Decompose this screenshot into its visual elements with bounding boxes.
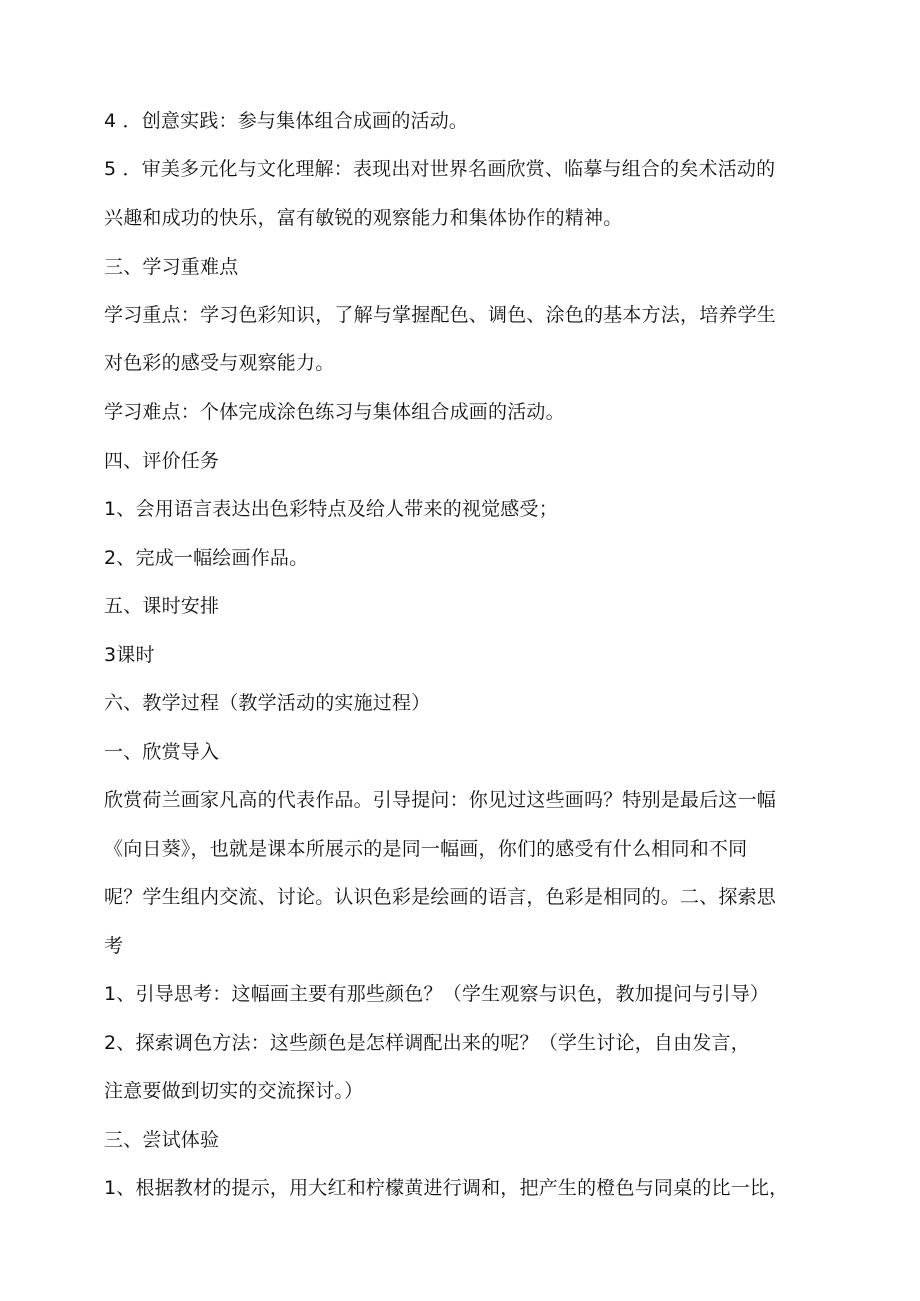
text-line: 兴趣和成功的快乐，富有敏锐的观察能力和集体协作的精神。 [104,207,623,229]
section-heading: 三、尝试体验 [104,1129,220,1151]
text-line: 2、完成一幅绘画作品。 [104,547,309,569]
text-line: 2、探索调色方法：这些颜色是怎样调配出来的呢？（学生讨论，自由发言， [104,1032,750,1054]
text-line: 对色彩的感受与观察能力。 [104,352,335,374]
section-heading: 六、教学过程（教学活动的实施过程） [104,692,431,714]
text-line: 1、根据教材的提示，用大红和柠檬黄进行调和，把产生的橙色与同桌的比一比， [104,1177,789,1199]
text-line: 考 [104,935,124,957]
text-line: 1、会用语言表达出色彩特点及给人带来的视觉感受； [104,498,558,520]
text-line: 注意要做到切实的交流探讨。） [104,1080,364,1102]
text-line: 4 ．创意实践：参与集体组合成画的活动。 [104,110,469,132]
text-line: 学习重点：学习色彩知识，了解与掌握配色、调色、涂色的基本方法，培养学生 [104,304,777,326]
text-line: 呢？学生组内交流、讨论。认识色彩是绘画的语言，色彩是相同的。二、探索思 [104,886,777,908]
text-line: 5 ．审美多元化与文化理解：表现出对世界名画欣赏、临摹与组合的矣术活动的 [104,158,776,180]
section-heading: 三、学习重难点 [104,256,239,278]
text-line: 3课时 [104,644,155,666]
text-line: 1、引导思考：这幅画主要有那些颜色？（学生观察与识色，教加提问与引导） [104,983,770,1005]
section-heading: 一、欣赏导入 [104,741,220,763]
text-line: 学习难点：个体完成涂色练习与集体组合成画的活动。 [104,401,565,423]
section-heading: 四、评价任务 [104,450,220,472]
text-line: 《向日葵》，也就是课本所展示的是同一幅画，你们的感受有什么相同和不同 [104,838,748,860]
text-line: 欣赏荷兰画家凡高的代表作品。引导提问：你见过这些画吗？特别是最后这一幅 [104,789,777,811]
section-heading: 五、课时安排 [104,595,220,617]
